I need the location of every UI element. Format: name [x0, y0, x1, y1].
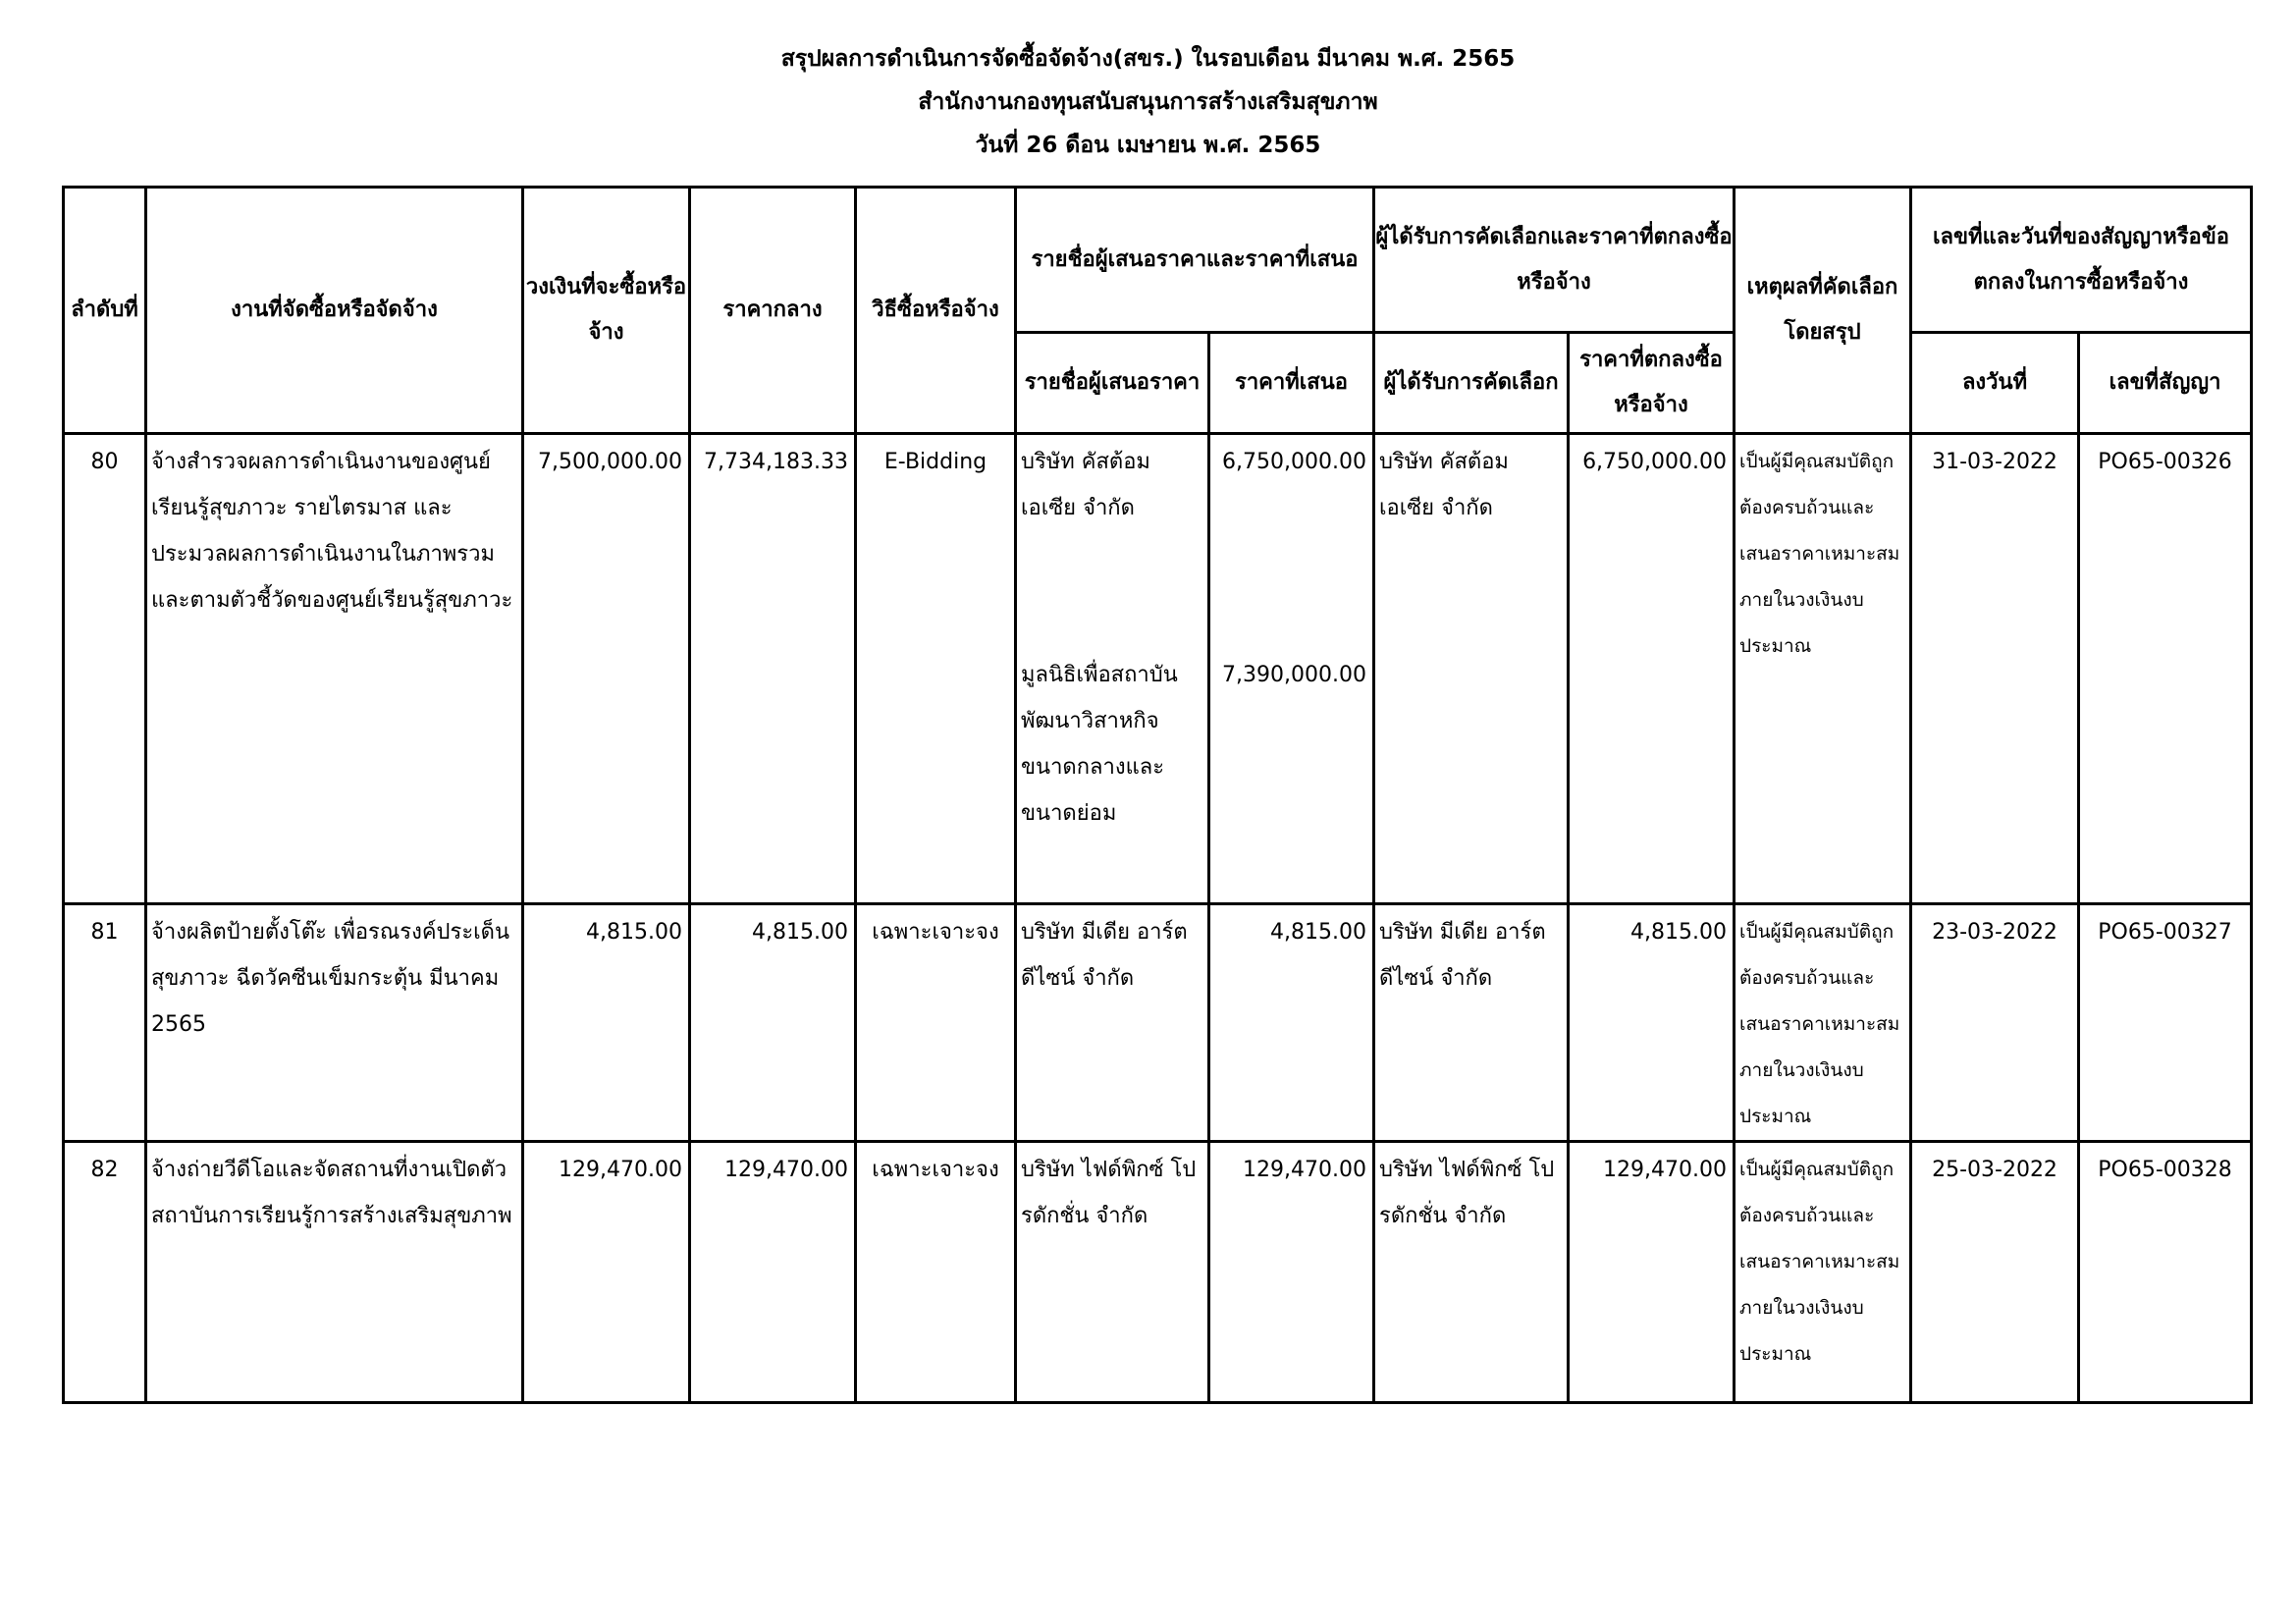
bidder-name: บริษัท มีเดีย อาร์ต ดีไซน์ จำกัด	[1021, 920, 1188, 991]
col-header-bid-price: ราคาที่เสนอ	[1209, 333, 1374, 434]
document-date: วันที่ 26 ดือน เมษายน พ.ศ. 2565	[975, 133, 1321, 158]
row-contract-no: PO65-00328	[2079, 1142, 2252, 1403]
col-header-bidder-name: รายชื่อผู้เสนอราคา	[1016, 333, 1209, 434]
row-reason: เป็นผู้มีคุณสมบัติถูกต้องครบถ้วนและเสนอราคาเหมาะสมภายในวงเงินงบประมาณ	[1735, 904, 1911, 1142]
row-method: เฉพาะเจาะจง	[856, 1142, 1016, 1403]
row-no: 82	[64, 1142, 146, 1403]
row-budget: 129,470.00	[523, 1142, 690, 1403]
row-agreed-price: 4,815.00	[1569, 904, 1735, 1142]
row-median-price: 4,815.00	[690, 904, 856, 1142]
bid-price: 7,390,000.00	[1222, 663, 1366, 687]
col-header-no: ลำดับที่	[64, 188, 146, 434]
procurement-table	[62, 186, 2253, 1404]
row-selected-name: บริษัท ไฟด์พิกซ์ โปรดักชั่น จำกัด	[1374, 1142, 1569, 1403]
row-bid-prices	[1209, 434, 1374, 904]
bid-price: 129,470.00	[1243, 1158, 1366, 1182]
document-title: สรุปผลการดำเนินการจัดซื้อจัดจ้าง(สขร.) ในรอบเดือน มีนาคม พ.ศ. 2565	[780, 46, 1516, 72]
col-header-method: วิธีซื้อหรือจ้าง	[856, 188, 1016, 434]
row-reason: เป็นผู้มีคุณสมบัติถูกต้องครบถ้วนและเสนอราคาเหมาะสมภายในวงเงินงบประมาณ	[1735, 434, 1911, 904]
row-contract-date: 23-03-2022	[1911, 904, 2079, 1142]
col-header-reason: เหตุผลที่คัดเลือกโดยสรุป	[1735, 188, 1911, 434]
col-header-contract-group: เลขที่และวันที่ของสัญญาหรือข้อตกลงในการซื้อหรือจ้าง	[1911, 188, 2252, 333]
row-method: E-Bidding	[856, 434, 1016, 904]
col-header-selected-name: ผู้ได้รับการคัดเลือก	[1374, 333, 1569, 434]
row-bid-prices	[1209, 1142, 1374, 1403]
col-header-contract-date: ลงวันที่	[1911, 333, 2079, 434]
table-row	[64, 434, 2252, 904]
row-bid-prices	[1209, 904, 1374, 1142]
row-agreed-price: 129,470.00	[1569, 1142, 1735, 1403]
header-row-1	[64, 188, 2252, 333]
row-bidders	[1016, 904, 1209, 1142]
row-median-price: 7,734,183.33	[690, 434, 856, 904]
row-selected-name: บริษัท คัสต้อม เอเซีย จำกัด	[1374, 434, 1569, 904]
table-row	[64, 904, 2252, 1142]
col-header-agreed-price: ราคาที่ตกลงซื้อหรือจ้าง	[1569, 333, 1735, 434]
row-item: จ้างสำรวจผลการดำเนินงานของศูนย์เรียนรู้สุขภาวะ รายไตรมาส และประมวลผลการดำเนินงานในภาพรวมและตามตัวชี้วัดของศูนย์เรียนรู้สุขภาวะ	[146, 434, 523, 904]
row-contract-no: PO65-00326	[2079, 434, 2252, 904]
row-item: จ้างผลิตป้ายตั้งโต๊ะ เพื่อรณรงค์ประเด็นสุขภาวะ ฉีดวัคซีนเข็มกระตุ้น มีนาคม 2565	[146, 904, 523, 1142]
row-median-price: 129,470.00	[690, 1142, 856, 1403]
col-header-contract-no: เลขที่สัญญา	[2079, 333, 2252, 434]
row-contract-date: 25-03-2022	[1911, 1142, 2079, 1403]
col-header-selected-group: ผู้ได้รับการคัดเลือกและราคาที่ตกลงซื้อหรือจ้าง	[1374, 188, 1735, 333]
row-bidders	[1016, 1142, 1209, 1403]
col-header-median-price: ราคากลาง	[690, 188, 856, 434]
row-contract-no: PO65-00327	[2079, 904, 2252, 1142]
col-header-budget: วงเงินที่จะซื้อหรือจ้าง	[523, 188, 690, 434]
row-agreed-price: 6,750,000.00	[1569, 434, 1735, 904]
row-contract-date: 31-03-2022	[1911, 434, 2079, 904]
col-header-item: งานที่จัดซื้อหรือจัดจ้าง	[146, 188, 523, 434]
document-header	[0, 37, 2296, 167]
bidder-name: บริษัท ไฟด์พิกซ์ โปรดักชั่น จำกัด	[1021, 1158, 1197, 1228]
row-no: 80	[64, 434, 146, 904]
row-budget: 7,500,000.00	[523, 434, 690, 904]
bid-price: 6,750,000.00	[1222, 450, 1366, 474]
row-no: 81	[64, 904, 146, 1142]
row-reason: เป็นผู้มีคุณสมบัติถูกต้องครบถ้วนและเสนอราคาเหมาะสมภายในวงเงินงบประมาณ	[1735, 1142, 1911, 1403]
bidder-name: มูลนิธิเพื่อสถาบันพัฒนาวิสาหกิจขนาดกลางและขนาดย่อม	[1021, 663, 1178, 826]
agency-name: สำนักงานกองทุนสนับสนุนการสร้างเสริมสุขภาพ	[918, 89, 1378, 115]
row-item: จ้างถ่ายวีดีโอและจัดสถานที่งานเปิดตัวสถาบันการเรียนรู้การสร้างเสริมสุขภาพ	[146, 1142, 523, 1403]
row-selected-name: บริษัท มีเดีย อาร์ต ดีไซน์ จำกัด	[1374, 904, 1569, 1142]
row-bidders	[1016, 434, 1209, 904]
bidder-name: บริษัท คัสต้อม เอเซีย จำกัด	[1021, 450, 1150, 520]
row-budget: 4,815.00	[523, 904, 690, 1142]
table-row	[64, 1142, 2252, 1403]
row-method: เฉพาะเจาะจง	[856, 904, 1016, 1142]
bid-price: 4,815.00	[1270, 920, 1366, 945]
col-header-bidders-group: รายชื่อผู้เสนอราคาและราคาที่เสนอ	[1016, 188, 1374, 333]
